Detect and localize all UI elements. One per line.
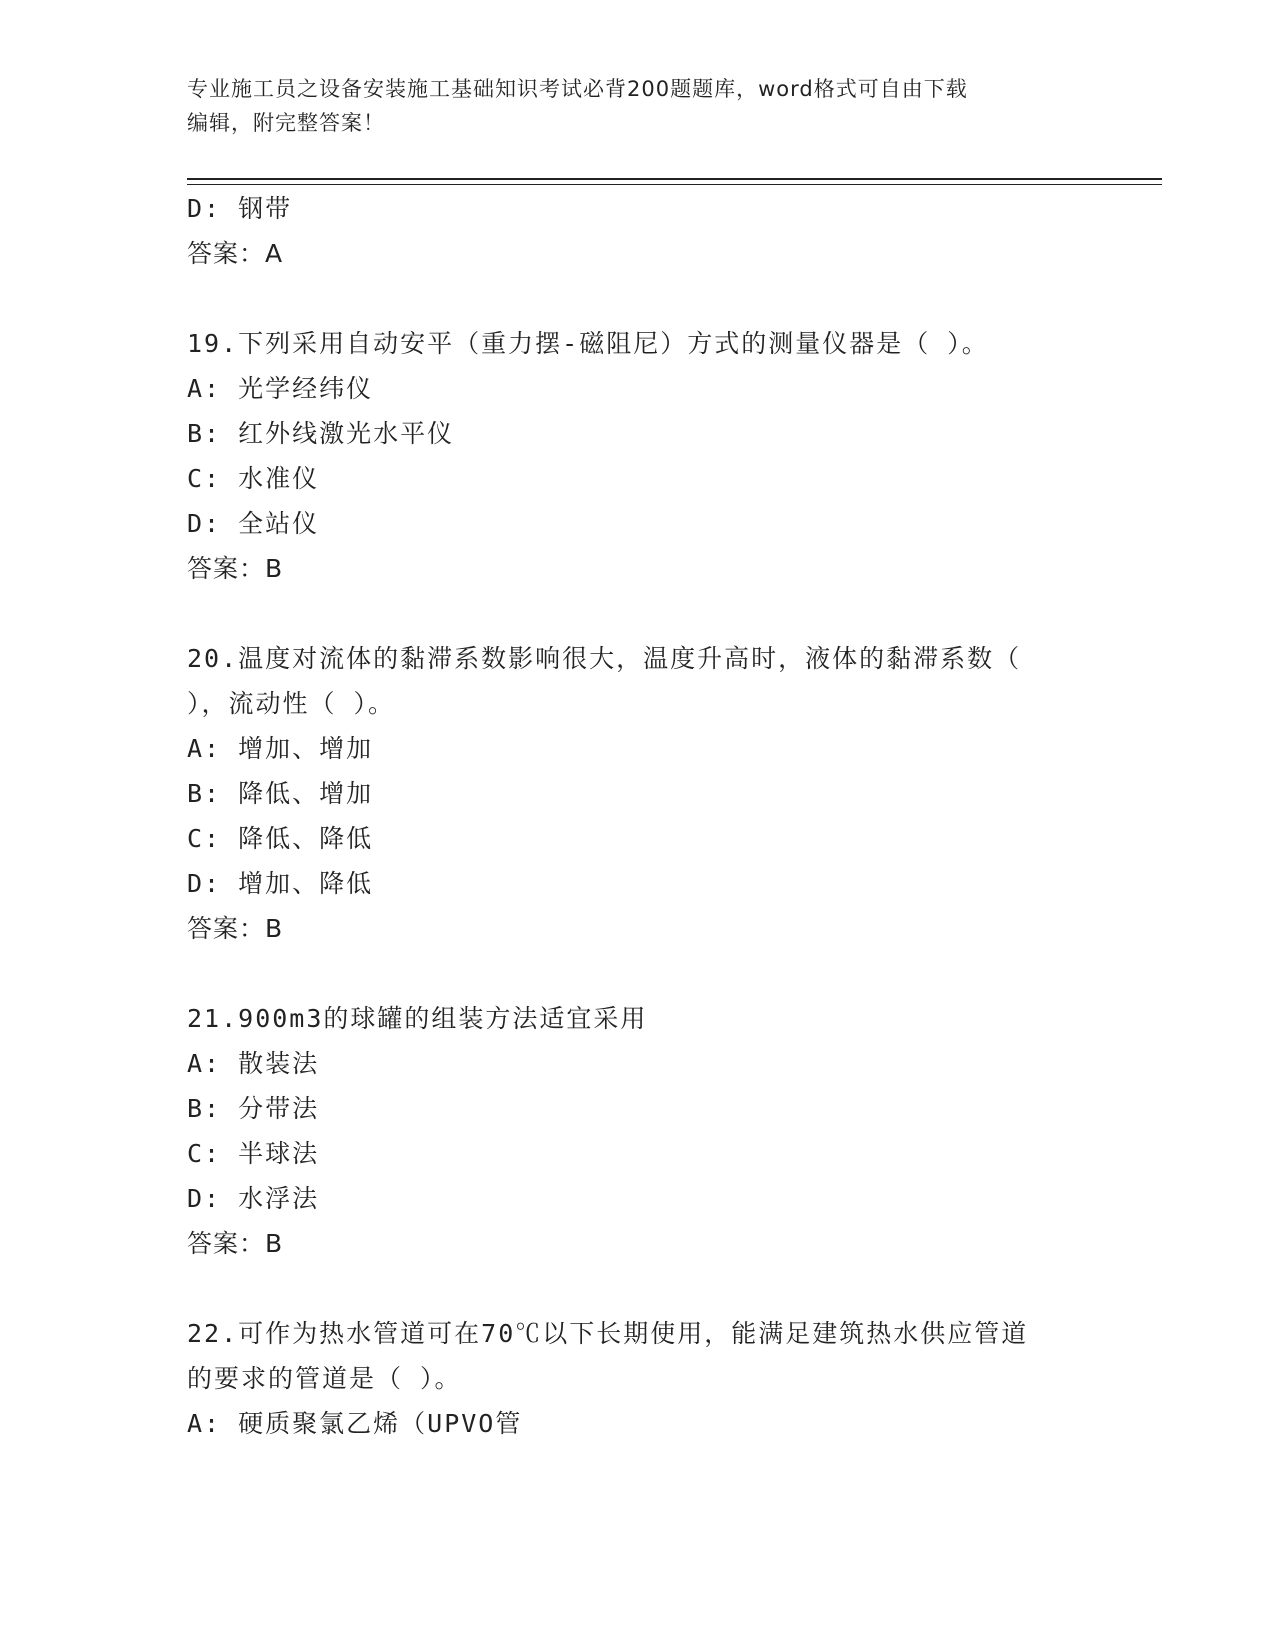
q20-option-a: A: 增加、增加 bbox=[187, 734, 374, 763]
q19-option-b: B: 红外线激光水平仪 bbox=[187, 419, 455, 448]
q20-option-b: B: 降低、增加 bbox=[187, 779, 374, 808]
q20-option-d: D: 增加、降低 bbox=[187, 869, 374, 898]
q19-option-c: C: 水准仪 bbox=[187, 464, 320, 493]
q22-option-a: A: 硬质聚氯乙烯（UPVO管 bbox=[187, 1409, 523, 1438]
answer-21: 答案：B bbox=[187, 1229, 284, 1258]
question-21: 21.900m3的球罐的组装方法适宜采用 bbox=[187, 1004, 648, 1033]
q20-option-c: C: 降低、降低 bbox=[187, 824, 374, 853]
header-line-2: 编辑，附完整答案！ bbox=[187, 111, 385, 135]
header-line-1: 专业施工员之设备安装施工基础知识考试必背200题题库，word格式可自由下载 bbox=[187, 77, 968, 101]
question-19: 19.下列采用自动安平（重力摆-磁阻尼）方式的测量仪器是（ ）。 bbox=[187, 329, 989, 358]
q21-option-c: C: 半球法 bbox=[187, 1139, 320, 1168]
q19-option-d: D: 全站仪 bbox=[187, 509, 320, 538]
q21-option-a: A: 散装法 bbox=[187, 1049, 320, 1078]
option-d-prev: D: 钢带 bbox=[187, 194, 293, 223]
question-22-line-1: 22.可作为热水管道可在70℃以下长期使用，能满足建筑热水供应管道 bbox=[187, 1319, 1029, 1348]
q21-option-b: B: 分带法 bbox=[187, 1094, 320, 1123]
question-20-line-1: 20.温度对流体的黏滞系数影响很大，温度升高时，液体的黏滞系数（ bbox=[187, 644, 1022, 673]
answer-18: 答案：A bbox=[187, 239, 284, 268]
header-divider-bottom bbox=[187, 184, 1162, 185]
q21-option-d: D: 水浮法 bbox=[187, 1184, 320, 1213]
answer-19: 答案：B bbox=[187, 554, 284, 583]
question-22-line-2: 的要求的管道是（ ）。 bbox=[187, 1364, 462, 1393]
document-header bbox=[187, 72, 1087, 140]
header-divider-top bbox=[187, 178, 1162, 180]
q19-option-a: A: 光学经纬仪 bbox=[187, 374, 374, 403]
question-20-line-2: ），流动性（ ）。 bbox=[187, 689, 396, 718]
answer-20: 答案：B bbox=[187, 914, 284, 943]
